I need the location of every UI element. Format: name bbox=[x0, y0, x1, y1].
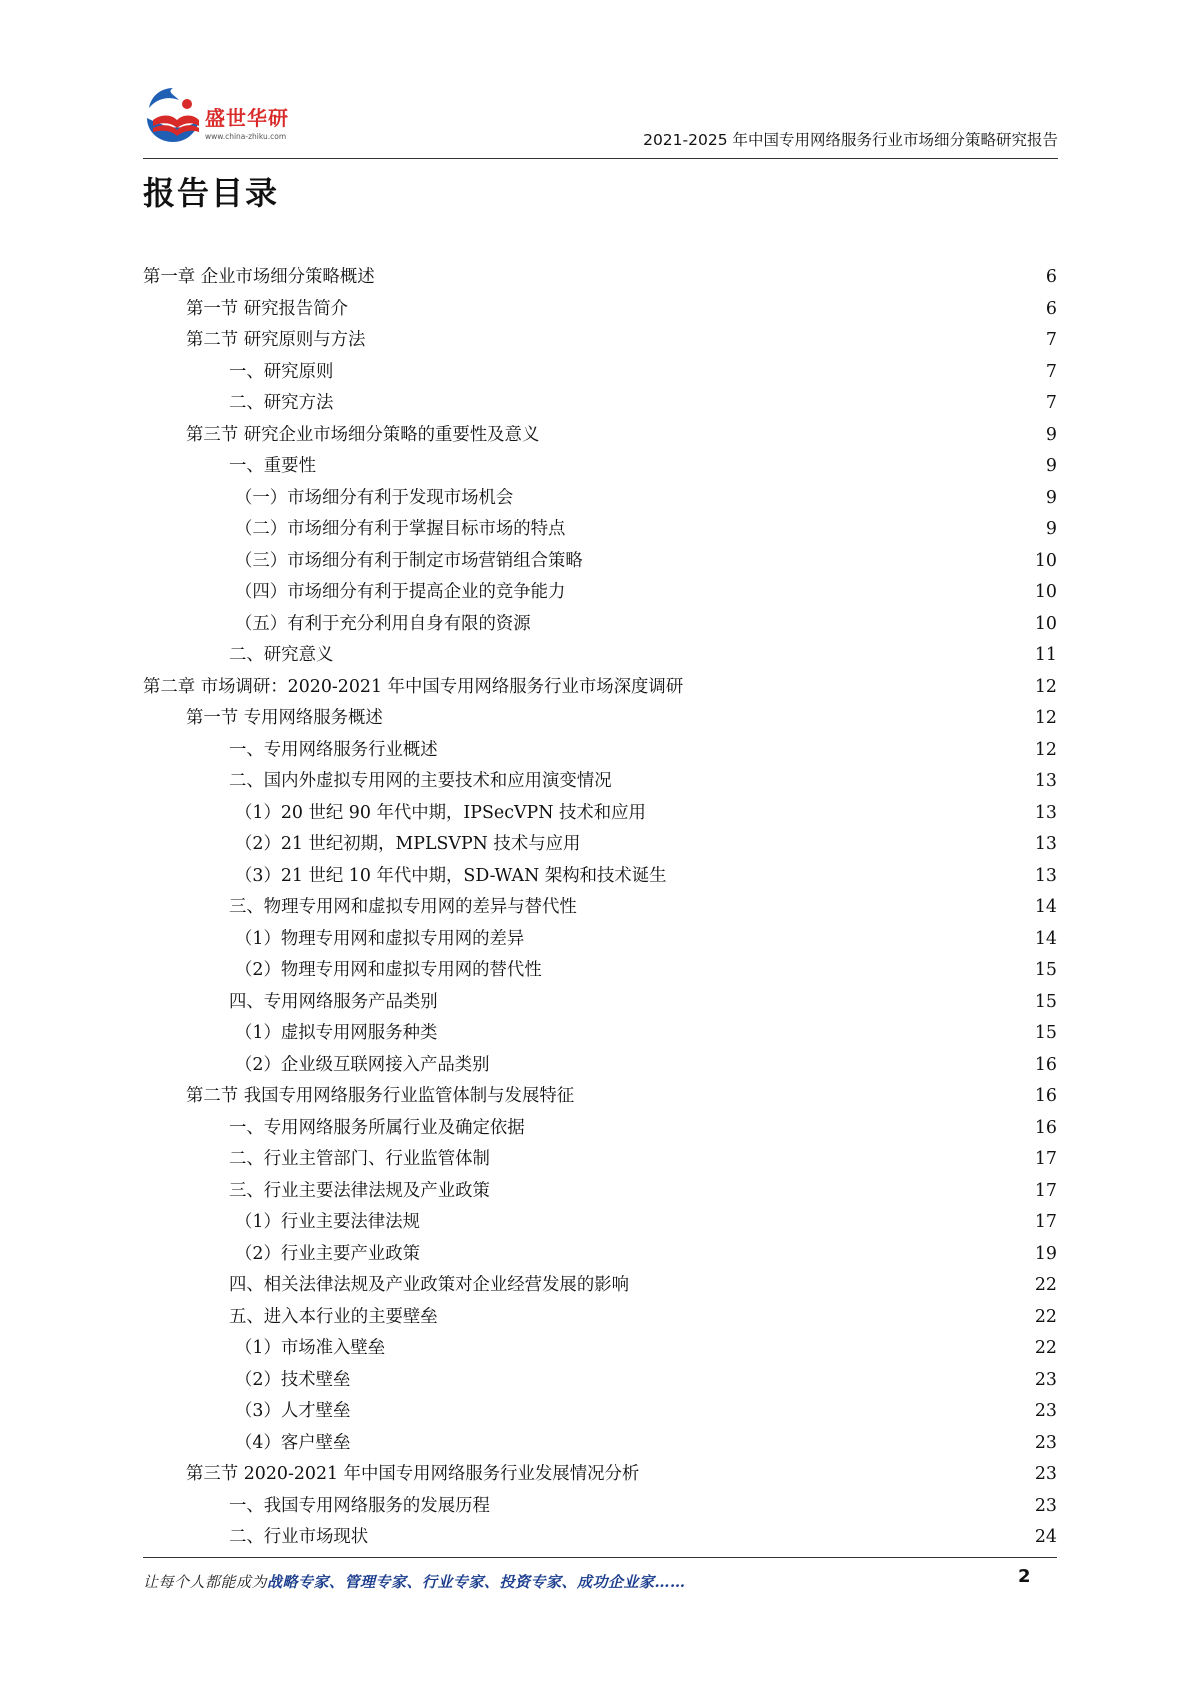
toc-entry[interactable] bbox=[143, 798, 1057, 830]
toc-entry[interactable] bbox=[143, 924, 1057, 956]
toc-entry-page: 13 bbox=[1034, 865, 1057, 886]
toc-entry[interactable] bbox=[143, 1081, 1057, 1113]
toc-entry-label: （1）市场准入壁垒 bbox=[235, 1338, 386, 1358]
toc-entry-page: 12 bbox=[1034, 676, 1057, 697]
toc-entry[interactable] bbox=[143, 955, 1057, 987]
toc-entry-page: 9 bbox=[1045, 456, 1057, 476]
toc-entry-page: 23 bbox=[1034, 1464, 1057, 1484]
toc-entry[interactable] bbox=[143, 420, 1057, 452]
toc-entry[interactable] bbox=[143, 1144, 1057, 1176]
toc-entry-page: 7 bbox=[1045, 393, 1057, 413]
logo-url: www.china-zhiku.com bbox=[205, 132, 287, 141]
toc-entry-label: （1）物理专用网和虚拟专用网的差异 bbox=[235, 928, 525, 949]
toc-entry-page: 12 bbox=[1034, 708, 1057, 728]
toc-entry[interactable] bbox=[143, 546, 1057, 578]
toc-entry-label: 二、行业主管部门、行业监管体制 bbox=[229, 1149, 490, 1169]
toc-entry[interactable] bbox=[143, 451, 1057, 483]
toc-entry-label: 二、研究意义 bbox=[229, 645, 334, 665]
toc-entry-label: （3）21 世纪 10 年代中期，SD-WAN 架构和技术诞生 bbox=[235, 865, 667, 886]
toc-entry-page: 15 bbox=[1034, 991, 1057, 1012]
toc-entry-label: （2）行业主要产业政策 bbox=[235, 1243, 420, 1264]
toc-entry-label: 五、进入本行业的主要壁垒 bbox=[229, 1306, 438, 1327]
toc-entry[interactable] bbox=[143, 1459, 1057, 1491]
company-logo bbox=[143, 82, 313, 152]
toc-entry[interactable] bbox=[143, 1018, 1057, 1050]
toc-entry-label: 一、我国专用网络服务的发展历程 bbox=[229, 1495, 490, 1516]
toc-entry-label: 二、国内外虚拟专用网的主要技术和应用演变情况 bbox=[229, 771, 612, 791]
toc-entry-page: 7 bbox=[1045, 361, 1057, 382]
toc-entry[interactable] bbox=[143, 1270, 1057, 1302]
toc-entry-label: （2）物理专用网和虚拟专用网的替代性 bbox=[235, 960, 542, 980]
toc-entry[interactable] bbox=[143, 766, 1057, 798]
toc-entry-label: 第一节 研究报告简介 bbox=[186, 298, 349, 319]
toc-entry-page: 6 bbox=[1045, 298, 1057, 319]
toc-entry-page: 10 bbox=[1034, 550, 1057, 571]
toc-entry[interactable] bbox=[143, 388, 1057, 420]
toc-entry-page: 14 bbox=[1034, 897, 1057, 917]
toc-entry[interactable] bbox=[143, 735, 1057, 767]
toc-entry-page: 15 bbox=[1034, 1023, 1057, 1043]
toc-entry-label: 一、重要性 bbox=[229, 456, 316, 476]
toc-entry[interactable] bbox=[143, 640, 1057, 672]
table-of-contents bbox=[143, 262, 1057, 1554]
toc-entry-label: （2）企业级互联网接入产品类别 bbox=[235, 1054, 490, 1075]
page-title: 报告目录 bbox=[143, 174, 280, 212]
toc-entry[interactable] bbox=[143, 483, 1057, 515]
toc-entry-page: 23 bbox=[1034, 1432, 1057, 1453]
toc-entry[interactable] bbox=[143, 703, 1057, 735]
toc-entry-page: 19 bbox=[1034, 1243, 1057, 1264]
toc-entry[interactable] bbox=[143, 577, 1057, 609]
toc-entry[interactable] bbox=[143, 829, 1057, 861]
toc-entry[interactable] bbox=[143, 325, 1057, 357]
toc-entry[interactable] bbox=[143, 1333, 1057, 1365]
toc-entry[interactable] bbox=[143, 1113, 1057, 1145]
slogan-prefix: 让每个人都能成为 bbox=[143, 1573, 268, 1591]
toc-entry[interactable] bbox=[143, 514, 1057, 546]
toc-entry-label: （4）客户壁垒 bbox=[235, 1432, 351, 1453]
toc-entry-label: （1）行业主要法律法规 bbox=[235, 1212, 420, 1232]
toc-entry-label: （四）市场细分有利于提高企业的竞争能力 bbox=[235, 582, 566, 602]
footer-slogan bbox=[143, 1571, 686, 1592]
toc-entry-label: 第一章 企业市场细分策略概述 bbox=[143, 267, 375, 287]
toc-entry-page: 22 bbox=[1034, 1306, 1057, 1327]
toc-entry-label: 第三节 研究企业市场细分策略的重要性及意义 bbox=[186, 424, 540, 445]
document-title: 2021-2025 年中国专用网络服务行业市场细分策略研究报告 bbox=[643, 131, 1058, 149]
toc-entry-label: 第三节 2020-2021 年中国专用网络服务行业发展情况分析 bbox=[186, 1464, 640, 1484]
toc-entry[interactable] bbox=[143, 1050, 1057, 1082]
toc-entry-page: 16 bbox=[1034, 1054, 1057, 1075]
toc-entry-label: 一、专用网络服务行业概述 bbox=[229, 739, 438, 760]
toc-entry[interactable] bbox=[143, 262, 1057, 294]
toc-entry-page: 9 bbox=[1045, 487, 1057, 508]
toc-entry-label: （1）20 世纪 90 年代中期，IPSecVPN 技术和应用 bbox=[235, 802, 646, 823]
toc-entry-page: 23 bbox=[1034, 1495, 1057, 1516]
toc-entry[interactable] bbox=[143, 1365, 1057, 1397]
toc-entry-label: 四、专用网络服务产品类别 bbox=[229, 991, 438, 1012]
toc-entry-page: 10 bbox=[1034, 613, 1057, 634]
toc-entry-page: 22 bbox=[1034, 1275, 1057, 1295]
page-header bbox=[143, 82, 1058, 159]
toc-entry-label: （2）21 世纪初期，MPLSVPN 技术与应用 bbox=[235, 834, 581, 854]
toc-entry[interactable] bbox=[143, 892, 1057, 924]
toc-entry-page: 13 bbox=[1034, 802, 1057, 823]
toc-entry-label: 第二节 研究原则与方法 bbox=[186, 330, 366, 350]
logo-icon bbox=[143, 84, 205, 146]
toc-entry-page: 16 bbox=[1034, 1117, 1057, 1138]
toc-entry-page: 12 bbox=[1034, 739, 1057, 760]
toc-entry-label: 第一节 专用网络服务概述 bbox=[186, 708, 383, 728]
toc-entry-page: 9 bbox=[1045, 424, 1057, 445]
toc-entry-label: （3）人才壁垒 bbox=[235, 1401, 351, 1421]
toc-entry-label: 三、物理专用网和虚拟专用网的差异与替代性 bbox=[229, 897, 577, 917]
toc-entry-page: 17 bbox=[1034, 1212, 1057, 1232]
toc-entry-label: （三）市场细分有利于制定市场营销组合策略 bbox=[235, 550, 583, 571]
toc-entry[interactable] bbox=[143, 1396, 1057, 1428]
toc-entry-page: 10 bbox=[1034, 582, 1057, 602]
toc-entry-label: （2）技术壁垒 bbox=[235, 1369, 351, 1390]
logo-text: 盛世华研 bbox=[205, 106, 289, 130]
toc-entry-page: 23 bbox=[1034, 1401, 1057, 1421]
toc-entry[interactable] bbox=[143, 1176, 1057, 1208]
toc-entry[interactable] bbox=[143, 987, 1057, 1019]
toc-entry-page: 23 bbox=[1034, 1369, 1057, 1390]
toc-entry-page: 6 bbox=[1045, 267, 1057, 287]
toc-entry[interactable] bbox=[143, 1207, 1057, 1239]
slogan-highlight: 战略专家、管理专家、行业专家、投资专家、成功企业家…… bbox=[267, 1573, 686, 1591]
toc-entry[interactable] bbox=[143, 1302, 1057, 1334]
toc-entry-label: （五）有利于充分利用自身有限的资源 bbox=[235, 613, 531, 634]
toc-entry-page: 13 bbox=[1034, 771, 1057, 791]
footer-divider bbox=[143, 1557, 1057, 1558]
toc-entry-label: （二）市场细分有利于掌握目标市场的特点 bbox=[235, 519, 566, 539]
toc-entry[interactable] bbox=[143, 294, 1057, 326]
toc-entry[interactable] bbox=[143, 1239, 1057, 1271]
page-number: 2 bbox=[1018, 1566, 1031, 1587]
toc-entry-page: 14 bbox=[1034, 928, 1057, 949]
toc-entry-page: 22 bbox=[1034, 1338, 1057, 1358]
toc-entry-page: 17 bbox=[1034, 1149, 1057, 1169]
toc-entry-label: （一）市场细分有利于发现市场机会 bbox=[235, 487, 514, 508]
toc-entry[interactable] bbox=[143, 609, 1057, 641]
toc-entry[interactable] bbox=[143, 1491, 1057, 1523]
toc-entry[interactable] bbox=[143, 672, 1057, 704]
toc-entry-label: 二、研究方法 bbox=[229, 393, 334, 413]
toc-entry-label: 第二章 市场调研：2020-2021 年中国专用网络服务行业市场深度调研 bbox=[143, 676, 684, 697]
toc-entry-page: 11 bbox=[1034, 645, 1057, 665]
toc-entry-label: 一、专用网络服务所属行业及确定依据 bbox=[229, 1117, 525, 1138]
toc-entry-label: 二、行业市场现状 bbox=[229, 1527, 369, 1547]
toc-entry-page: 13 bbox=[1034, 834, 1057, 854]
toc-entry[interactable] bbox=[143, 1522, 1057, 1554]
toc-entry-page: 16 bbox=[1034, 1086, 1057, 1106]
toc-entry-label: 四、相关法律法规及产业政策对企业经营发展的影响 bbox=[229, 1275, 629, 1295]
toc-entry-label: 第二节 我国专用网络服务行业监管体制与发展特征 bbox=[186, 1086, 575, 1106]
toc-entry[interactable] bbox=[143, 1428, 1057, 1460]
toc-entry-label: 一、研究原则 bbox=[229, 361, 334, 382]
toc-entry-label: 三、行业主要法律法规及产业政策 bbox=[229, 1180, 490, 1201]
toc-entry-page: 24 bbox=[1034, 1527, 1057, 1547]
toc-entry[interactable] bbox=[143, 357, 1057, 389]
toc-entry-label: （1）虚拟专用网服务种类 bbox=[235, 1023, 438, 1043]
toc-entry-page: 7 bbox=[1045, 330, 1057, 350]
toc-entry-page: 17 bbox=[1034, 1180, 1057, 1201]
toc-entry[interactable] bbox=[143, 861, 1057, 893]
toc-entry-page: 9 bbox=[1045, 519, 1057, 539]
toc-entry-page: 15 bbox=[1034, 960, 1057, 980]
